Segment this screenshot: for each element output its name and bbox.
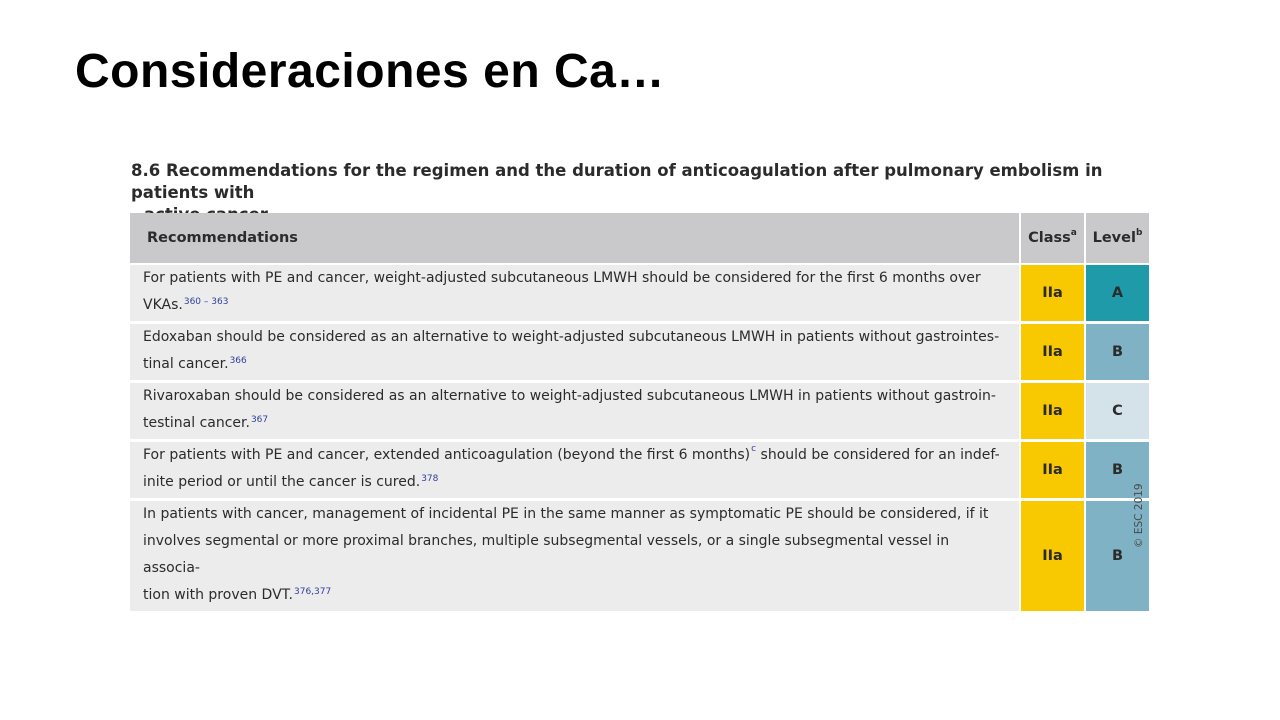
recommendation-line: In patients with cancer, management of incidental PE in the same manner as symptomatic PE should be considered, if it — [143, 506, 989, 522]
table-row — [130, 265, 1149, 324]
recommendation-line: Edoxaban should be considered as an alternative to weight-adjusted subcutaneous LMWH in patients without gastrointes- — [143, 329, 1000, 345]
header-class-footnote: a — [1070, 228, 1077, 239]
table-row — [130, 501, 1149, 614]
level-cell: B — [1084, 324, 1149, 383]
recommendation-text — [130, 324, 1019, 383]
recommendation-line: tion with proven DVT. — [143, 587, 293, 603]
class-cell: IIa — [1019, 265, 1084, 324]
table-header-row — [130, 213, 1149, 265]
copyright-notice: © ESC 2019 — [1133, 483, 1145, 548]
footnote-marker: c — [751, 444, 757, 455]
table-row — [130, 442, 1149, 501]
caption-line-1: Recommendations for the regimen and the duration of anticoagulation after pulmonary embolism in patients with — [131, 161, 1103, 202]
recommendation-text — [130, 501, 1019, 614]
recommendation-text — [130, 383, 1019, 442]
slide-title: Consideraciones en Ca… — [75, 45, 665, 98]
header-level — [1084, 213, 1149, 265]
header-level-footnote: b — [1135, 228, 1143, 239]
recommendation-text — [130, 442, 1019, 501]
header-class — [1019, 213, 1084, 265]
level-cell: B — [1084, 442, 1149, 501]
recommendation-line: testinal cancer. — [143, 415, 250, 431]
header-class-label: Class — [1028, 230, 1071, 246]
table-row — [130, 383, 1149, 442]
class-cell: IIa — [1019, 383, 1084, 442]
reference-number: 378 — [421, 474, 439, 484]
level-cell: C — [1084, 383, 1149, 442]
header-recommendations-label: Recommendations — [147, 230, 298, 246]
recommendation-line: should be considered for an indef- — [756, 447, 1000, 463]
level-cell: B — [1084, 501, 1149, 614]
recommendation-line: inite period or until the cancer is cured. — [143, 474, 421, 490]
reference-number: 366 — [229, 356, 247, 366]
class-cell: IIa — [1019, 324, 1084, 383]
level-cell: A — [1084, 265, 1149, 324]
class-cell: IIa — [1019, 442, 1084, 501]
recommendation-line: tinal cancer. — [143, 356, 229, 372]
reference-number: 376,377 — [294, 587, 332, 597]
recommendation-line: For patients with PE and cancer, extended anticoagulation (beyond the first 6 months) — [143, 447, 751, 463]
recommendation-line: For patients with PE and cancer, weight-adjusted subcutaneous LMWH should be considered for the first 6 months over — [143, 270, 981, 286]
header-recommendations — [130, 213, 1019, 265]
reference-number: 367 — [250, 415, 269, 425]
header-level-label: Level — [1092, 230, 1136, 246]
recommendations-table — [130, 213, 1149, 614]
reference-number: 360 – 363 — [183, 297, 229, 307]
caption-number: 8.6 — [131, 161, 161, 180]
table-row — [130, 324, 1149, 383]
recommendation-line: involves segmental or more proximal branches, multiple subsegmental vessels, or a single subsegmental vessel in associa- — [143, 533, 950, 576]
recommendation-text — [130, 265, 1019, 324]
class-cell: IIa — [1019, 501, 1084, 614]
recommendation-line: VKAs. — [143, 297, 183, 313]
recommendation-line: Rivaroxaban should be considered as an alternative to weight-adjusted subcutaneous LMWH in patients without gastroin- — [143, 388, 996, 404]
